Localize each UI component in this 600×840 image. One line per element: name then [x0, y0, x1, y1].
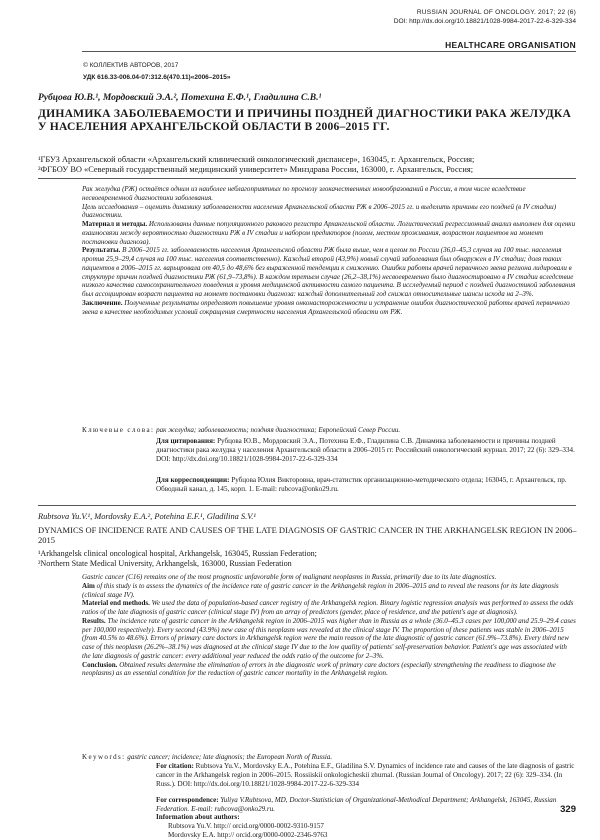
udk-code: УДК 616.33-006.04-07:312.6(470.11)«2006–2015»: [83, 74, 231, 81]
citation-en: [156, 762, 576, 789]
citation-text: Рубцова Ю.В., Мордовский Э.А., Потехина Е.Ф., Гладилина С.В. Динамика заболеваемости и причины поздней диагностики рака желудка у населения Архангельской области в 2006–2015 гг. Российский онкологический журнал. 2017; 22 (6): 329–334. DOI: http://dx.doi.org/10.18821/1028-9984-2017-22-6-329-334: [156, 437, 575, 463]
section-divider: [82, 51, 576, 52]
affiliation-ru-2: ²ФГБОУ ВО «Северный государственный медицинский университет» Минздрава России, 163000, г. Архангельск, Россия;: [38, 165, 474, 174]
correspondence-text: Рубцова Юлия Викторовна, врач-статистик организационно-методического отдела; 163045, г. Архангельск, пр. Обводный канал, д. 145, корп. 1. E-mail: rubcova@onko29.ru.: [156, 476, 567, 493]
abstract-ru-methods: [82, 220, 576, 246]
authors-ru: Рубцова Ю.В.¹, Мордовский Э.А.², Потехина Е.Ф.¹, Гладилина С.В.¹: [38, 93, 322, 103]
methods-label: Материал и методы.: [82, 220, 148, 228]
results-label: Results.: [82, 616, 106, 625]
results-label: Результаты.: [82, 246, 121, 255]
page-number: 329: [560, 804, 576, 815]
abstract-en-results: [82, 617, 576, 661]
methods-text: We used the data of population-based cancer registry of the Arkhangelsk region. Binary logistic regression analysis was performed to assess the odds ratios of the late diagnosis of gastric cancer (clinical stage IV) from an array of predictors (gender, place of residence, and the patient's age at diagnosis).: [82, 599, 574, 616]
divider: [38, 178, 576, 179]
abstract-en: [82, 573, 576, 678]
abstract-en-methods: [82, 599, 576, 617]
conclusion-label: Заключение.: [82, 298, 123, 307]
keywords-label: Keywords:: [82, 753, 126, 761]
results-text: В 2006–2015 гг. заболеваемость населения Архангельской области РЖ была выше, чем в целом по России (36,0–45,3 случая на 100 тыс. населения против 25,9–29,4 случая на 100 тыс. населения соответственно). Каждый второй (43,9%) новый случай заболевания был обнаружен в IV стадии; доля таких пациентов в 2006–2015 гг. варьировала от 40,5 до 48,6% без выраженной тенденции к снижению. Ошибки работы врачей первичного звена региона лидировали в структуре причин поздней диагностики РЖ (61,9–73,8%). В каждом третьем случае (26,2–38,1%) несвоевременно было диагностировано в IV стадии вследствие низкого качества самосохранительного поведения и уровня медицинской активности самого пациента. В исследуемый период с поздней диагностикой заболевания был ассоциирован возраст пациента на момент постановки диагноза: каждый дополнительный год снижал относительные шансы исхода на 2–3%.: [82, 246, 576, 298]
keywords-en: [82, 753, 332, 761]
abstract-ru-conclusion: [82, 299, 576, 317]
citation-label: For citation:: [156, 762, 194, 770]
conclusion-text: Obtained results determine the elimination of errors in the diagnostic work of primary care doctors (especially strengthening the readiness to diagnose the neoplasms) as an essential condition for the reduction of gastric cancer mortality in the Arkhangelsk region.: [82, 660, 556, 678]
authors-en: Rubtsova Yu.V.¹, Mordovsky E.A.², Potehina E.F.¹, Gladilina S.V.¹: [38, 512, 256, 521]
abstract-en-conclusion: [82, 661, 576, 679]
methods-label: Material end methods.: [82, 599, 150, 608]
citation-label: Для цитирования:: [156, 437, 216, 445]
abstract-en-intro: Gastric cancer (C16) remains one of the most prognostic unfavorable form of malignant neoplasms in Russia, primarily due to its late diagnostics.: [82, 573, 497, 581]
correspondence-text: Yuliya V.Rubtsova, MD, Doctor-Statistician of Organizational-Methodical Department; Arkhangelsk, 163045, Russian Federation. E-mail: rubcova@onko29.ru.: [156, 796, 557, 813]
title-en: DYNAMICS OF INCIDENCE RATE AND CAUSES OF THE LATE DIAGNOSIS OF GASTRIC CANCER IN THE ARKHANGELSK REGION IN 2006–2015: [38, 525, 577, 546]
conclusion-text: Полученные результаты определяют повышение уровня онконастороженности и устранение ошибок диагностической работы врачей первичного звена в качестве необходимых условий сокращения смертности населения Архангельской области от РЖ.: [82, 298, 570, 316]
correspondence-label: Для корреспонденции:: [156, 476, 230, 484]
conclusion-label: Conclusion.: [82, 660, 118, 669]
correspondence-ru: [156, 476, 576, 494]
keywords-text: рак желудка; заболеваемость; поздняя диагностика; Европейский Север России.: [156, 426, 401, 434]
affiliation-en-2: ²Northern State Medical University, Arkhangelsk, 163000, Russian Federation: [38, 559, 292, 568]
section-title: HEALTHCARE ORGANISATION: [445, 40, 576, 50]
doi-header: DOI: http://dx.doi.org/10.18821/1028-9984-2017-22-6-329-334: [393, 18, 576, 25]
divider: [38, 505, 576, 506]
citation-ru: [156, 437, 576, 464]
methods-text: Использованы данные популяционного ракового регистра Архангельской области. Логистический регрессионный анализ выполнен для оценки взаимосвязи между вероятностью диагностики РЖ в IV стадии и набором предикторов (полом, местом проживания, возрастом пациентов на момент постановки диагноза).: [82, 220, 576, 246]
abstract-ru-results: [82, 246, 576, 299]
abstract-en-aim: [82, 582, 576, 600]
aim-text: of this study is to assess the dynamics of the incidence rate of gastric cancer in the Arkhangelsk region in 2006–2015 and to reveal the reasons for its late diagnosis (clinical stage IV).: [82, 581, 559, 599]
keywords-label: Ключевые слова:: [82, 426, 155, 434]
abstract-ru: [82, 185, 576, 316]
results-text: The incidence rate of gastric cancer in the Arkhangelsk region in 2006–2015 was higher than in Russia as a whole (36.0–45.3 cases per 100,000 and 25.9–29.4 cases per 100,000 respectively). Every second (43.9%) new case of this neoplasm was revealed at the clinical stage IV. The proportion of these patients was stable in 2006–2015 (from 40.5% to 48.6%). Errors of primary care doctors in Arkhangelsk region were the main reason of the late diagnostic of gastric cancer (61.9%–73.8%). Every third new case of this neoplasm (26.2%–38.1%) was diagnosed at the clinical stage IV due to the low quality of patients' self-preservation behavior. Patient's age was associated with the late diagnosis of gastric cancer: every additional year reduced the odds ratio of the outcome for 2–3%.: [82, 616, 576, 660]
affiliation-en-1: ¹Arkhangelsk clinical oncological hospital, Arkhangelsk, 163045, Russian Federation;: [38, 549, 317, 558]
author-info-label: Information about authors:: [156, 813, 240, 821]
copyright: © КОЛЛЕКТИВ АВТОРОВ, 2017: [83, 62, 179, 69]
journal-header: RUSSIAN JOURNAL OF ONCOLOGY. 2017; 22 (6): [416, 9, 576, 16]
aim-label: Aim: [82, 581, 95, 590]
keywords-text: gastric cancer; incidence; late diagnosis; the European North of Russia.: [127, 753, 333, 761]
correspondence-label: For correspondence:: [156, 796, 219, 804]
abstract-ru-aim: Цель исследования – оценить динамику заболеваемости населения Архангельской области РЖ в 2006–2015 гг. и выделить причины его поздней (в IV стадии) диагностики.: [82, 202, 557, 220]
abstract-ru-intro: Рак желудка (РЖ) остаётся одним из наиболее неблагоприятных по прогнозу злокачественных новообразований в России, в том числе вследствие несвоевременной диагностики заболевания.: [82, 185, 526, 202]
orcid-2: Mordovsky E.A. http:// orcid.org/0000-0002-2346-9763: [168, 831, 328, 839]
citation-text: Rubtsova Yu.V., Mordovsky E.A., Potehina E.F., Gladilina S.V. Dynamics of incidence rate and causes of the late diagnosis of gastric cancer in the Arkhangelsk region in 2006–2015. Rossiiskii onkologicheskii zhurnal. (Russian Journal of Oncology). 2017; 22 (6): 329–334. (In Russ.). DOI: http://dx.doi.org/10.18821/1028-9984-2017-22-6-329-334: [156, 762, 575, 788]
keywords-ru: [82, 426, 576, 434]
orcid-1: Rubtsova Yu.V. http:// orcid.org/0000-0002-9310-9157: [168, 822, 324, 830]
author-info: [156, 813, 576, 840]
title-ru: ДИНАМИКА ЗАБОЛЕВАЕМОСТИ И ПРИЧИНЫ ПОЗДНЕЙ ДИАГНОСТИКИ РАКА ЖЕЛУДКА У НАСЕЛЕНИЯ АРХАНГЕЛЬСКОЙ ОБЛАСТИ В 2006–2015 ГГ.: [38, 107, 572, 133]
affiliation-ru-1: ¹ГБУЗ Архангельской области «Архангельский клинический онкологический диспансер», 163045, г. Архангельск, Россия;: [38, 155, 475, 164]
correspondence-en: [156, 796, 576, 814]
